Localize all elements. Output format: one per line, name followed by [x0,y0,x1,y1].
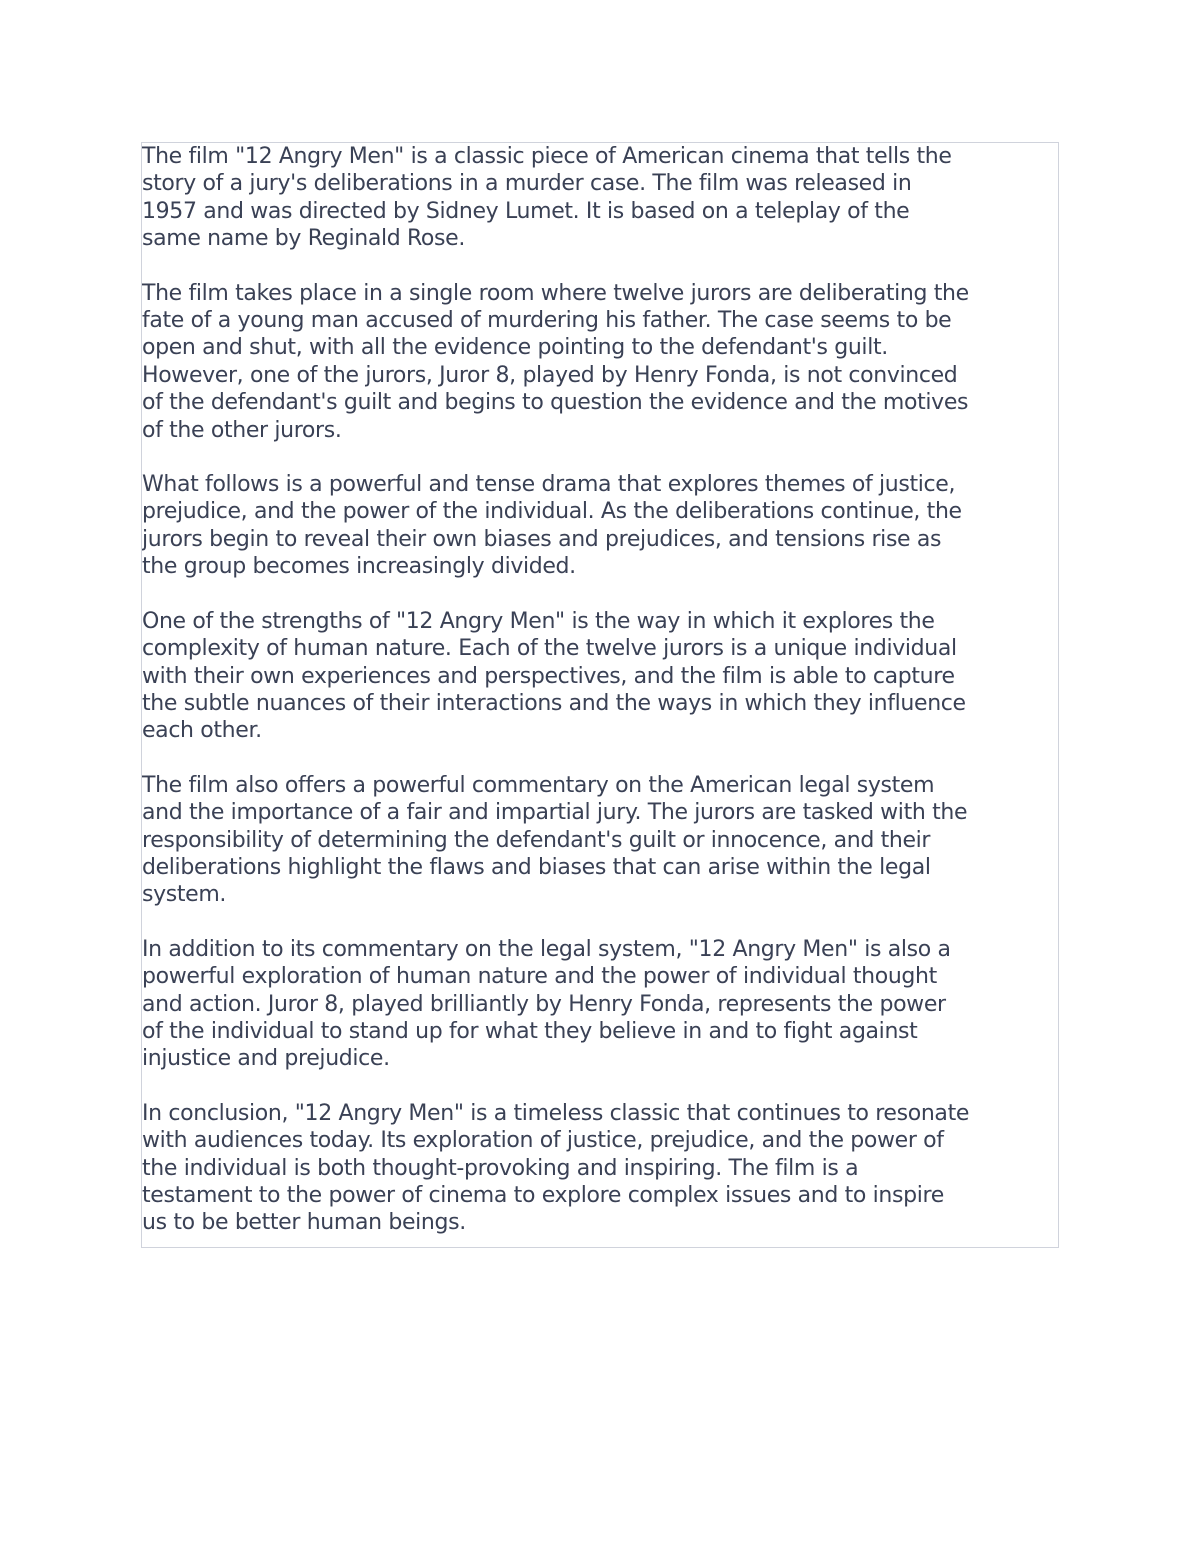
paragraph-1 [142,143,1058,253]
text-line: of the individual to stand up for what they believe in and to fight against [142,1018,918,1044]
paragraph-3 [142,471,1058,581]
text-line: open and shut, with all the evidence pointing to the defendant's guilt. [142,335,888,361]
text-line: system. [142,882,227,908]
text-line: of the defendant's guilt and begins to question the evidence and the motives [142,390,969,416]
paragraph-5 [142,772,1058,909]
text-line: the subtle nuances of their interactions and the ways in which they influence [142,690,966,716]
text-line: each other. [142,718,262,744]
text-line: What follows is a powerful and tense drama that explores themes of justice, [142,472,956,498]
text-line: prejudice, and the power of the individual. As the deliberations continue, the [142,499,962,525]
paragraph-7 [142,1100,1058,1237]
text-line: In conclusion, "12 Angry Men" is a timeless classic that continues to resonate [142,1100,970,1126]
text-line: us to be better human beings. [142,1210,466,1236]
text-line: In addition to its commentary on the legal system, "12 Angry Men" is also a [142,936,951,962]
text-line: with their own experiences and perspectives, and the film is able to capture [142,663,955,689]
text-line: jurors begin to reveal their own biases and prejudices, and tensions rise as [142,526,942,552]
text-line: with audiences today. Its exploration of justice, prejudice, and the power of [142,1128,944,1154]
text-line: and the importance of a fair and impartial jury. The jurors are tasked with the [142,800,968,826]
text-line: complexity of human nature. Each of the twelve jurors is a unique individual [142,636,957,662]
text-line: The film "12 Angry Men" is a classic piece of American cinema that tells the [142,144,952,169]
text-line: injustice and prejudice. [142,1046,390,1072]
text-line: However, one of the jurors, Juror 8, played by Henry Fonda, is not convinced [142,362,958,388]
text-line: powerful exploration of human nature and the power of individual thought [142,964,937,990]
text-line: The film also offers a powerful commentary on the American legal system [142,772,935,798]
text-line: the group becomes increasingly divided. [142,554,576,580]
text-line: One of the strengths of "12 Angry Men" is the way in which it explores the [142,608,935,634]
text-line: the individual is both thought-provoking and inspiring. The film is a [142,1155,859,1181]
text-frame [141,142,1059,1248]
text-line: story of a jury's deliberations in a murder case. The film was released in [142,171,912,197]
paragraph-2 [142,280,1058,444]
paragraph-4 [142,608,1058,745]
text-line: 1957 and was directed by Sidney Lumet. It is based on a teleplay of the [142,198,910,224]
text-line: The film takes place in a single room where twelve jurors are deliberating the [142,280,969,306]
text-line: responsibility of determining the defendant's guilt or innocence, and their [142,827,931,853]
text-line: testament to the power of cinema to explore complex issues and to inspire [142,1183,944,1208]
text-line: deliberations highlight the flaws and biases that can arise within the legal [142,854,931,880]
text-line: fate of a young man accused of murdering his father. The case seems to be [142,308,952,334]
text-line: of the other jurors. [142,417,342,443]
text-line: and action. Juror 8, played brilliantly by Henry Fonda, represents the power [142,991,946,1017]
paragraph-6 [142,936,1058,1073]
text-line: same name by Reginald Rose. [142,226,465,252]
